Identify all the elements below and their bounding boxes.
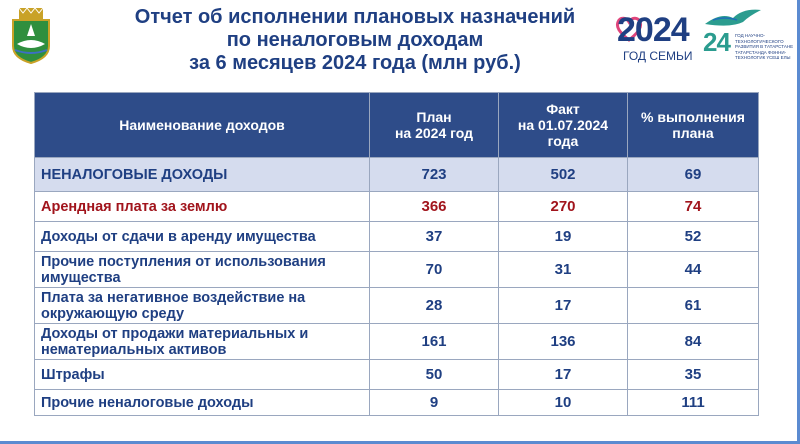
header-name: Наименование доходов <box>35 93 370 158</box>
income-name-cell: Доходы от продажи материальных и нематериальных активов <box>35 324 370 360</box>
plan-cell: 9 <box>370 390 499 416</box>
title-line-3: за 6 месяцев 2024 года (млн руб.) <box>189 52 521 74</box>
percent-cell: 44 <box>628 252 759 288</box>
page-title <box>110 6 600 75</box>
income-name-cell: Прочие поступления от использования имущества <box>35 252 370 288</box>
fact-cell: 136 <box>499 324 628 360</box>
logo-small-text: ГОД НАУЧНО-ТЕХНОЛОГИЧЕСКОГО РАЗВИТИЯ В ТАТАРСТАНЕ ТАТАРСТАНДА ФӘННИ-ТЕХНОЛОГИК ҮСЕШ ЕЛЫ <box>735 33 794 60</box>
income-name-cell: Прочие неналоговые доходы <box>35 390 370 416</box>
percent-cell: 74 <box>628 192 759 222</box>
table-row <box>35 192 759 222</box>
table-row <box>35 158 759 192</box>
table-row <box>35 324 759 360</box>
table-row <box>35 222 759 252</box>
income-table <box>34 92 759 416</box>
header-fact: Факт на 01.07.2024 года <box>499 93 628 158</box>
plan-cell: 161 <box>370 324 499 360</box>
income-name-cell: Штрафы <box>35 360 370 390</box>
fact-cell: 10 <box>499 390 628 416</box>
percent-cell: 111 <box>628 390 759 416</box>
header-percent: % выполнения плана <box>628 93 759 158</box>
income-name-cell: Доходы от сдачи в аренду имущества <box>35 222 370 252</box>
logo-year-2: 24 <box>703 27 730 57</box>
fact-cell: 31 <box>499 252 628 288</box>
title-line-1: Отчет об исполнении плановых назначений <box>134 6 576 28</box>
plan-cell: 37 <box>370 222 499 252</box>
table-row <box>35 252 759 288</box>
plan-cell: 70 <box>370 252 499 288</box>
income-name-cell: Арендная плата за землю <box>35 192 370 222</box>
logo-year: 2024 <box>617 11 689 49</box>
plan-cell: 366 <box>370 192 499 222</box>
table-header-row <box>35 93 759 158</box>
plan-cell: 50 <box>370 360 499 390</box>
fact-cell: 17 <box>499 360 628 390</box>
plan-cell: 28 <box>370 288 499 324</box>
fact-cell: 502 <box>499 158 628 192</box>
fact-cell: 270 <box>499 192 628 222</box>
percent-cell: 61 <box>628 288 759 324</box>
percent-cell: 52 <box>628 222 759 252</box>
logo-subtitle: ГОД СЕМЬИ <box>623 49 693 63</box>
table-row <box>35 390 759 416</box>
year-logo <box>617 6 797 66</box>
percent-cell: 35 <box>628 360 759 390</box>
fact-cell: 17 <box>499 288 628 324</box>
title-line-2: по неналоговым доходам <box>226 29 484 51</box>
percent-cell: 69 <box>628 158 759 192</box>
income-name-cell: Плата за негативное воздействие на окружающую среду <box>35 288 370 324</box>
header-plan: План на 2024 год <box>370 93 499 158</box>
table-row <box>35 360 759 390</box>
fact-cell: 19 <box>499 222 628 252</box>
table-row <box>35 288 759 324</box>
coat-of-arms-icon <box>11 6 51 64</box>
plan-cell: 723 <box>370 158 499 192</box>
income-name-cell: НЕНАЛОГОВЫЕ ДОХОДЫ <box>35 158 370 192</box>
percent-cell: 84 <box>628 324 759 360</box>
